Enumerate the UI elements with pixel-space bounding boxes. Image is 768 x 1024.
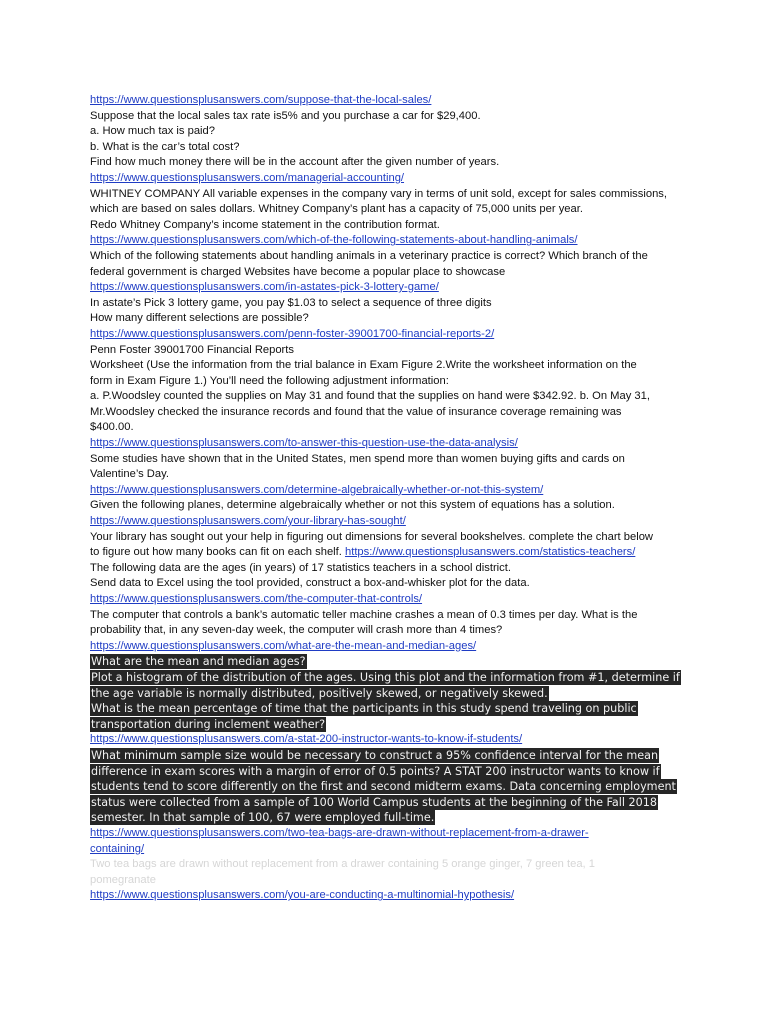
- highlighted-text: status were collected from a sample of 100 World Campus students at the beginning of the Fall 2018: [91, 795, 658, 809]
- hyperlink[interactable]: https://www.questionsplusanswers.com/which-of-the-following-statements-about-handling-animals/: [90, 234, 578, 247]
- text-line: [90, 576, 680, 592]
- text-line: [90, 530, 680, 546]
- line-text: WHITNEY COMPANY All variable expenses in the company vary in terms of unit sold, except for sales commissions,: [90, 187, 667, 200]
- text-line: [90, 374, 680, 390]
- hyperlink[interactable]: https://www.questionsplusanswers.com/suppose-that-the-local-sales/: [90, 94, 432, 106]
- text-line: [90, 311, 680, 327]
- highlighted-text-line: [90, 795, 680, 811]
- hyperlink[interactable]: https://www.questionsplusanswers.com/what-are-the-mean-and-median-ages/: [90, 639, 477, 652]
- highlighted-text-line: [90, 810, 680, 826]
- text-line: [90, 187, 680, 203]
- line-text: $400.00.: [90, 421, 134, 434]
- hyperlink[interactable]: https://www.questionsplusanswers.com/managerial-accounting/: [90, 171, 405, 184]
- highlighted-text-line: [90, 748, 680, 764]
- line-text: Worksheet (Use the information from the trial balance in Exam Figure 2.Write the worksheet information on the: [90, 359, 637, 372]
- faded-text-line: Two tea bags are drawn without replacement from a drawer containing 5 orange ginger, 7 green tea, 1: [90, 858, 595, 871]
- url-line: [90, 233, 680, 249]
- hyperlink[interactable]: https://www.questionsplusanswers.com/you-are-conducting-a-multinomial-hypothesis/: [90, 889, 515, 902]
- line-text: Valentine’s Day.: [90, 468, 169, 481]
- text-line: [90, 124, 680, 140]
- line-text: which are based on sales dollars. Whitney Company’s plant has a capacity of 75,000 units per year.: [90, 203, 583, 216]
- line-text: to figure out how many books can fit on each shelf.: [90, 546, 345, 559]
- hyperlink[interactable]: https://www.questionsplusanswers.com/the-computer-that-controls/: [90, 593, 423, 605]
- line-text: Suppose that the local sales tax rate is5% and you purchase a car for $29,400.: [90, 109, 481, 122]
- highlighted-text: difference in exam scores with a margin of error of 0.5 points? A STAT 200 instructor wants to know if: [91, 764, 660, 778]
- url-line: [90, 93, 680, 109]
- line-text: a. How much tax is paid?: [90, 125, 215, 138]
- line-text: form in Exam Figure 1.) You’ll need the following adjustment information:: [90, 374, 449, 387]
- line-text: How many different selections are possible?: [90, 312, 309, 325]
- line-text: Mr.Woodsley checked the insurance records and found that the value of insurance coverage remaining was: [90, 405, 622, 418]
- hyperlink[interactable]: https://www.questionsplusanswers.com/your-library-has-sought/: [90, 515, 406, 528]
- text-line: [90, 265, 680, 281]
- line-text: Send data to Excel using the tool provided, construct a box-and-whisker plot for the data.: [90, 577, 530, 590]
- url-line: [90, 514, 680, 530]
- hyperlink[interactable]: https://www.questionsplusanswers.com/determine-algebraically-whether-or-not-this-system/: [90, 483, 544, 496]
- text-line: [90, 545, 680, 561]
- hyperlink[interactable]: https://www.questionsplusanswers.com/penn-foster-39001700-financial-reports-2/: [90, 327, 495, 340]
- url-line: [90, 888, 680, 904]
- text-line: [90, 498, 680, 514]
- inline-hyperlink[interactable]: https://www.questionsplusanswers.com/statistics-teachers/: [344, 546, 636, 559]
- line-text: The following data are the ages (in years) of 17 statistics teachers in a school district.: [90, 561, 511, 574]
- url-line: [90, 592, 680, 608]
- text-line: [90, 561, 680, 577]
- highlighted-text-line: [90, 717, 680, 733]
- highlighted-text: semester. In that sample of 100, 67 were employed full-time.: [91, 811, 435, 825]
- line-text: a. P.Woodsley counted the supplies on May 31 and found that the supplies on hand were $342.92. b. On May 31,: [90, 390, 650, 403]
- text-line: [90, 405, 680, 421]
- url-line: [90, 732, 680, 748]
- line-text: The computer that controls a bank’s automatic teller machine crashes a mean of 0.3 times per day. What is the: [90, 608, 638, 621]
- highlighted-text: What minimum sample size would be necessary to construct a 95% confidence interval for the mean: [91, 748, 659, 762]
- line-text: In astate’s Pick 3 lottery game, you pay $1.03 to select a sequence of three digits: [90, 296, 492, 309]
- highlighted-text: transportation during inclement weather?: [91, 717, 326, 731]
- highlighted-text: What are the mean and median ages?: [91, 655, 306, 669]
- line-text: Given the following planes, determine algebraically whether or not this system of equations has a solution.: [90, 499, 615, 512]
- text-line: [90, 140, 680, 156]
- text-line: [90, 420, 680, 436]
- url-line: [90, 639, 680, 655]
- url-line: [90, 826, 680, 842]
- hyperlink[interactable]: https://www.questionsplusanswers.com/two-tea-bags-are-drawn-without-replacement-from-a-drawer-: [90, 826, 589, 839]
- text-line: [90, 109, 680, 125]
- faded-text-line: pomegranate: [90, 873, 156, 886]
- text-line: [90, 389, 680, 405]
- highlighted-text-line: [90, 779, 680, 795]
- line-text: Some studies have shown that in the United States, men spend more than women buying gifts and cards on: [90, 452, 625, 465]
- text-line: [90, 296, 680, 312]
- url-line: [90, 436, 680, 452]
- highlighted-text-line: [90, 670, 680, 686]
- url-line: [90, 483, 680, 499]
- line-text: probability that, in any seven-day week, the computer will crash more than 4 times?: [90, 624, 503, 637]
- highlighted-text: What is the mean percentage of time that the participants in this study spend traveling on public: [91, 702, 637, 716]
- highlighted-text-line: [90, 764, 680, 780]
- line-text: Redo Whitney Company’s income statement in the contribution format.: [90, 218, 440, 231]
- hyperlink[interactable]: https://www.questionsplusanswers.com/a-stat-200-instructor-wants-to-know-if-students/: [90, 733, 523, 746]
- line-text: federal government is charged Websites have become a popular place to showcase: [90, 265, 506, 278]
- text-line: [90, 623, 680, 639]
- text-line: [90, 202, 680, 218]
- line-text: b. What is the car’s total cost?: [90, 140, 240, 153]
- hyperlink[interactable]: https://www.questionsplusanswers.com/in-astates-pick-3-lottery-game/: [90, 281, 439, 294]
- highlighted-text: Plot a histogram of the distribution of the ages. Using this plot and the information from #1, determine if: [91, 670, 680, 684]
- text-line: [90, 249, 680, 265]
- url-line: [90, 842, 680, 858]
- text-line: [90, 452, 680, 468]
- text-line: [90, 218, 680, 234]
- highlighted-text: the age variable is normally distributed, positively skewed, or negatively skewed.: [91, 686, 548, 700]
- highlighted-text-line: [90, 701, 680, 717]
- line-text: Your library has sought out your help in figuring out dimensions for several bookshelves. complete the chart below: [90, 530, 654, 543]
- highlighted-text-line: [90, 654, 680, 670]
- text-line: [90, 608, 680, 624]
- text-line: [90, 155, 680, 171]
- line-text: Find how much money there will be in the account after the given number of years.: [90, 156, 500, 169]
- text-line: [90, 358, 680, 374]
- text-line: [90, 467, 680, 483]
- url-line: [90, 171, 680, 187]
- hyperlink[interactable]: containing/: [90, 842, 145, 855]
- url-line: [90, 280, 680, 296]
- highlighted-text: students tend to score differently on the first and second midterm exams. Data concerning employment: [91, 780, 676, 794]
- document-body: [90, 93, 680, 904]
- line-text: Penn Foster 39001700 Financial Reports: [90, 343, 294, 356]
- url-line: [90, 327, 680, 343]
- line-text: Which of the following statements about handling animals in a veterinary practice is correct? Which branch of the: [90, 249, 648, 262]
- highlighted-text-line: [90, 686, 680, 702]
- hyperlink[interactable]: https://www.questionsplusanswers.com/to-answer-this-question-use-the-data-analysis/: [90, 437, 518, 450]
- text-line: [90, 343, 680, 359]
